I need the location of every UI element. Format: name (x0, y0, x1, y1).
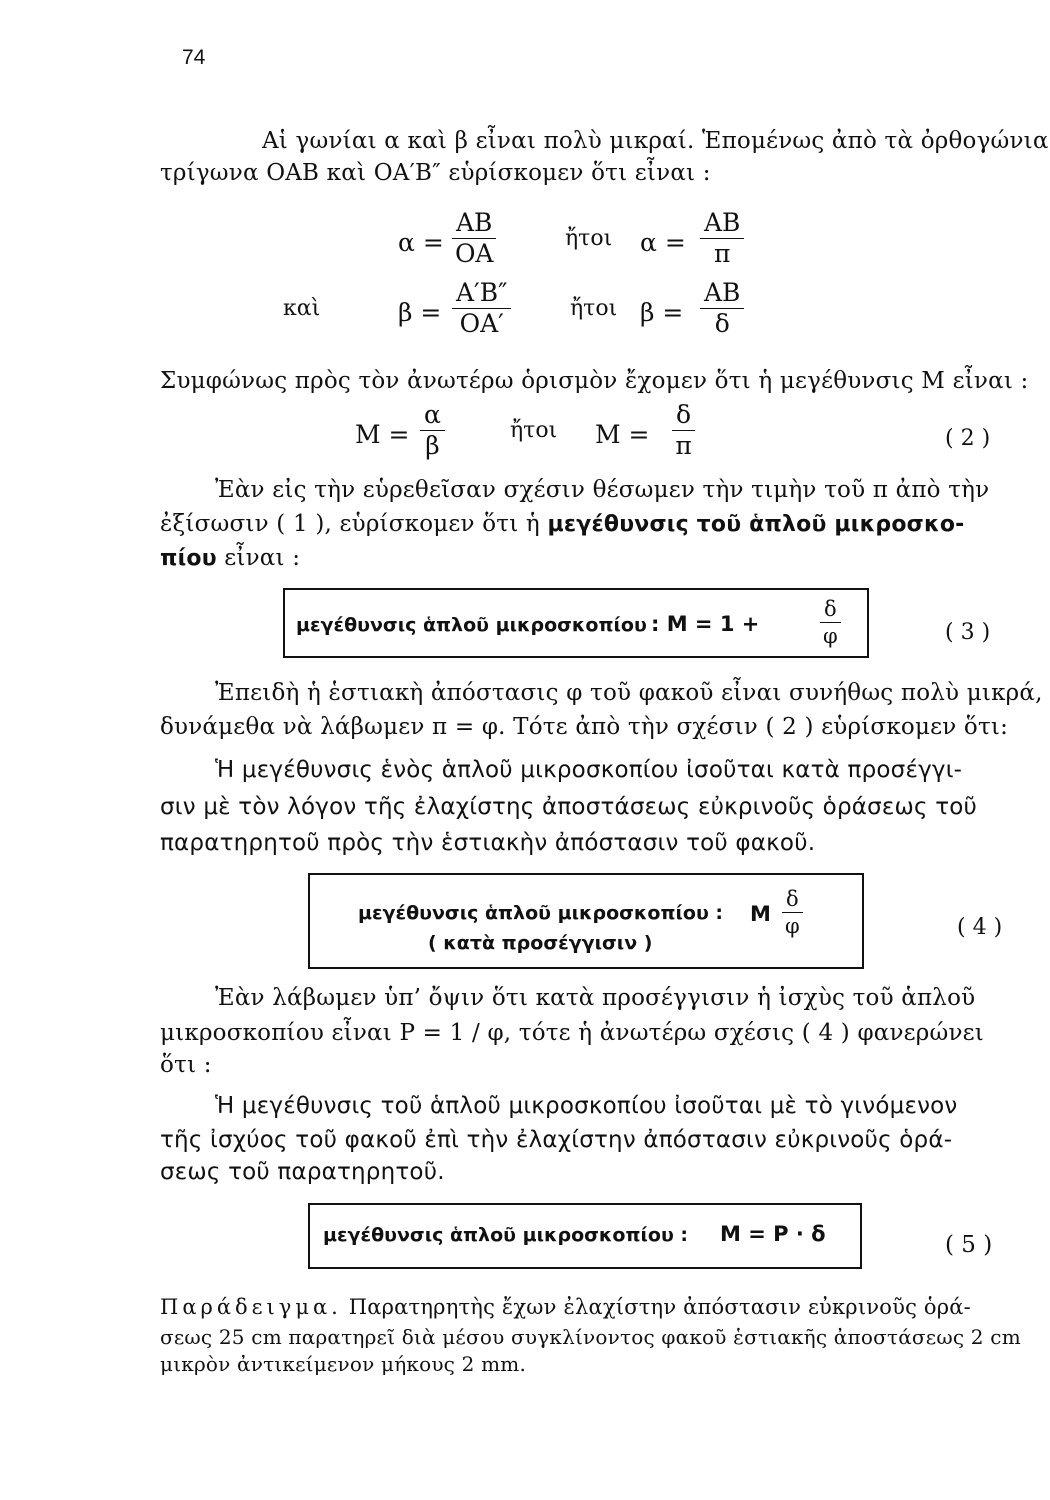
box3-num: δ (820, 596, 841, 623)
rule1-line3: παρατηρητοῦ πρὸς τὴν ἑστιακὴν ἀπόστασιν τοῦ φακοῦ. (160, 830, 816, 856)
eq-beta2-den: δ (714, 309, 730, 338)
rule1-line2: σιν μὲ τὸν λόγον τῆς ἐλαχίστης ἀποστάσεως εὐκρινοῦς ὁράσεως τοῦ (160, 794, 978, 820)
eq-beta2-lhs: β = (640, 298, 684, 327)
p5-line2: μικροσκοπίου εἶναι P = 1 / φ, τότε ἡ ἀνωτέρω σχέσις ( 4 ) φανερώνει (160, 1020, 984, 1046)
p3-bold-term-end: πίου (160, 546, 217, 571)
box5-label: μεγέθυνσις ἁπλοῦ μικροσκοπίου : (323, 1224, 688, 1246)
p3-line3-text: εἶναι : (224, 545, 301, 571)
eq-etoi-2: ἤτοι (570, 296, 618, 321)
box5-eq: M = P · δ (720, 1222, 826, 1246)
p2-line1: Συμφώνως πρὸς τὸν ἀνωτέρω ὁρισμὸν ἔχομεν ὅτι ἡ μεγέθυνσις M εἶναι : (160, 368, 1029, 394)
eq-alpha-fraction (452, 208, 496, 269)
p5-line1: Ἐὰν λάβωμεν ὑπ’ ὄψιν ὅτι κατὰ προσέγγισιν ἡ ἰσχὺς τοῦ ἁπλοῦ (215, 985, 976, 1011)
p4-line1: Ἐπειδὴ ἡ ἑστιακὴ ἀπόστασις φ τοῦ φακοῦ εἶναι συνήθως πολὺ μικρά, (215, 680, 1043, 706)
eq2-lhs: M = (355, 420, 410, 449)
box4-fraction (782, 886, 803, 939)
box3-tag: ( 3 ) (945, 620, 991, 645)
example-line1 (160, 1295, 971, 1319)
eq2-fraction (420, 400, 445, 461)
eq-alpha2-fraction (700, 208, 744, 269)
rule1-line1: Ἡ μεγέθυνσις ἑνὸς ἁπλοῦ μικροσκοπίου ἰσοῦται κατὰ προσέγγι- (215, 757, 963, 783)
example-line2: σεως 25 cm παρατηρεῖ διὰ μέσου συγκλίνοντος φακοῦ ἑστιακῆς ἀποστάσεως 2 cm (160, 1325, 1021, 1349)
eq2-tag: ( 2 ) (945, 426, 991, 451)
eq-beta2-fraction (700, 278, 744, 339)
p5-line3: ὅτι : (160, 1052, 212, 1078)
p3-bold-term: μεγέθυνσις τοῦ ἁπλοῦ μικροσκο- (547, 512, 965, 537)
box3-label: μεγέθυνσις ἁπλοῦ μικροσκοπίου (296, 614, 647, 636)
box3-den: φ (822, 624, 838, 648)
box3-eq: : M = 1 + (651, 612, 760, 636)
box4-subtitle: ( κατὰ προσέγγισιν ) (428, 932, 653, 954)
box3-fraction (820, 596, 841, 649)
eq2-num: α (420, 400, 445, 431)
rule2-line2: τῆς ἰσχύος τοῦ φακοῦ ἐπὶ τὴν ἐλαχίστην ἀπόστασιν εὐκρινοῦς ὁρά- (160, 1127, 953, 1153)
eq2-etoi: ἤτοι (510, 418, 558, 443)
box4-eq: M (750, 902, 771, 926)
eq-beta-den: OA′ (459, 309, 504, 338)
eq-alpha2-lhs: α = (640, 228, 686, 257)
eq-beta-fraction (452, 278, 511, 339)
example-line3: μικρὸν ἀντικείμενον μήκους 2 mm. (160, 1352, 527, 1376)
p3-line1: Ἐὰν εἰς τὴν εὑρεθεῖσαν σχέσιν θέσωμεν τὴν τιμὴν τοῦ π ἀπὸ τὴν (215, 477, 990, 503)
p3-line2 (160, 511, 964, 537)
eq-alpha-lhs: α = (398, 228, 444, 257)
eq-beta-lhs: β = (398, 298, 442, 327)
page-number: 74 (182, 46, 206, 69)
eq-alpha2-num: AB (700, 208, 744, 239)
eq2-num2: δ (672, 400, 695, 431)
rule2-line3: σεως τοῦ παρατηρητοῦ. (160, 1159, 445, 1185)
eq2-den2: π (675, 431, 692, 460)
p4-line2: δυνάμεθα νὰ λάβωμεν π = φ. Τότε ἀπὸ τὴν σχέσιν ( 2 ) εὑρίσκομεν ὅτι: (160, 714, 1009, 740)
box4-tag: ( 4 ) (957, 915, 1003, 940)
box4-den: φ (784, 914, 800, 938)
p1-line1: Αἱ γωνίαι α καὶ β εἶναι πολὺ μικραί. Ἑπομένως ἀπὸ τὰ ὀρθογώνια (262, 128, 1049, 154)
box4-num: δ (782, 886, 803, 913)
example-line1-text: Παρατηρητὴς ἔχων ἐλαχίστην ἀπόστασιν εὐκρινοῦς ὁρά- (348, 1295, 971, 1319)
eq-beta2-num: AB (700, 278, 744, 309)
p3-line2-text: ἐξίσωσιν ( 1 ), εὑρίσκομεν ὅτι ἡ (160, 511, 540, 537)
box5-tag: ( 5 ) (945, 1232, 993, 1258)
eq-beta-num: A′B″ (452, 278, 511, 309)
eq2-lhs2: M = (595, 420, 650, 449)
eq-etoi-1: ἤτοι (565, 226, 613, 251)
eq-kai: καὶ (283, 296, 321, 321)
eq2-fraction2 (672, 400, 695, 461)
eq-alpha-den: OA (454, 239, 494, 268)
p1-line2: τρίγωνα ΟΑΒ καὶ ΟΑ′Β″ εὑρίσκομεν ὅτι εἶναι : (160, 160, 711, 186)
eq2-den: β (425, 431, 440, 460)
eq-alpha2-den: π (714, 239, 731, 268)
p3-line3 (160, 545, 300, 571)
box4-label: μεγέθυνσις ἁπλοῦ μικροσκοπίου : (358, 902, 723, 924)
example-title: Παράδειγμα. (160, 1295, 342, 1319)
eq-alpha-num: AB (452, 208, 496, 239)
rule2-line1: Ἡ μεγέθυνσις τοῦ ἁπλοῦ μικροσκοπίου ἰσοῦται μὲ τὸ γινόμενον (215, 1093, 958, 1119)
